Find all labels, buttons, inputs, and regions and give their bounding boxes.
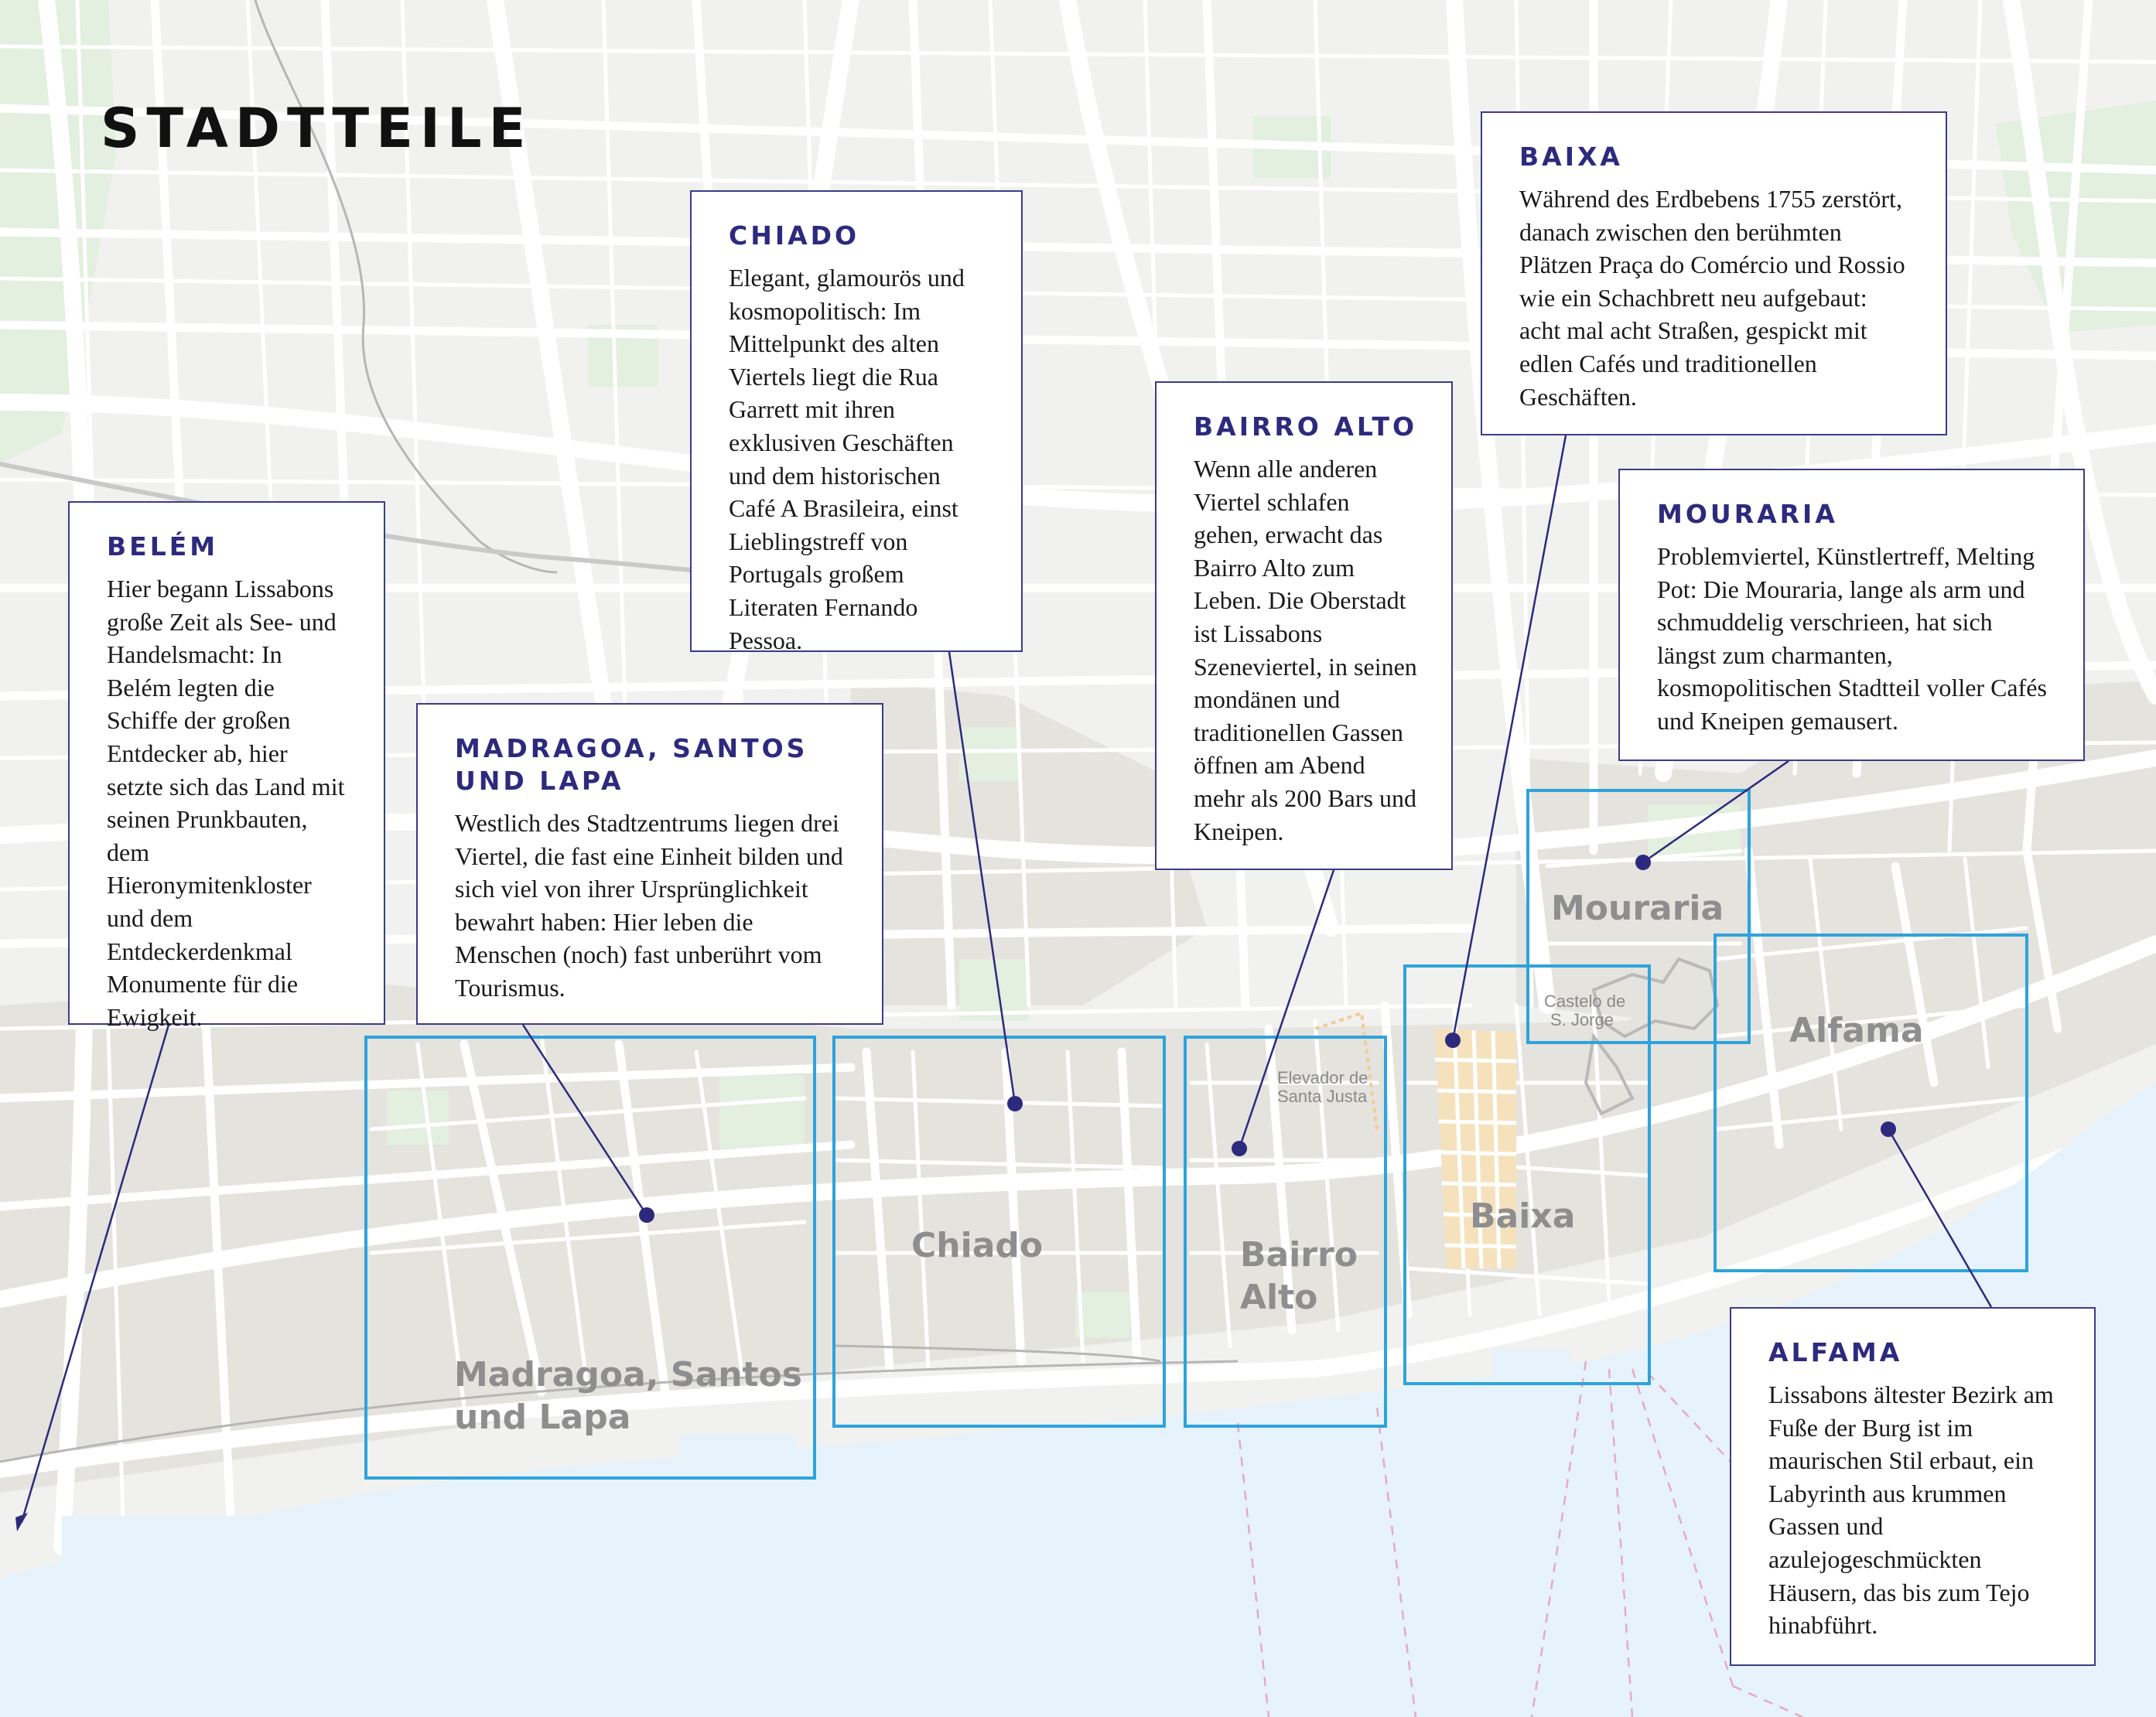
- info-text: Hier begann Lissabons große Zeit als See- und Handelsmacht: In Belém legten die Schiffe der großen Entdecker ab, hier setzte sich das Land mit seinen Prunkbauten, dem Hieronymitenkloster und dem Entdeckerdenkmal Monumente für die Ewigkeit.: [107, 575, 345, 1031]
- poi-label-elevador: Elevador de: [1277, 1068, 1368, 1087]
- info-box-bairro-alto: [1155, 381, 1453, 870]
- location-dot-chiado: [1007, 1096, 1023, 1111]
- info-box-belem: [68, 501, 385, 1031]
- poi-label-elevador: Santa Justa: [1277, 1087, 1368, 1106]
- map-label-madragoa: Madragoa, Santos: [454, 1355, 802, 1394]
- map-label-bairro-alto: Bairro: [1240, 1235, 1358, 1275]
- info-box-madragoa: [416, 703, 883, 1025]
- dock-basin: [681, 1435, 797, 1477]
- location-dot-bairro-alto: [1232, 1141, 1247, 1156]
- location-dot-alfama: [1881, 1121, 1896, 1137]
- page-title: STADTTEILE: [101, 97, 533, 160]
- info-text: Wenn alle anderen Viertel schlafen gehen, erwacht das Bairro Alto zum Leben. Die Oberstadt ist Lissabons Szeneviertel, in seinen mondänen und traditionellen Gassen öffnen am Abend mehr als 200 Bars und Kneipen.: [1194, 455, 1417, 845]
- map-label-alfama: Alfama: [1789, 1011, 1924, 1050]
- location-dot-mouraria: [1635, 855, 1651, 870]
- info-heading: BAIRRO ALTO: [1194, 411, 1418, 442]
- map-label-bairro-alto: Alto: [1240, 1278, 1318, 1317]
- info-heading: MADRAGOA, SANTOS UND LAPA: [455, 733, 808, 796]
- info-text: Elegant, glamourös und kosmopolitisch: Im Mittelpunkt des alten Viertels liegt die Rua Garrett mit ihren exklusiven Geschäften und dem historischen Café A Brasileira, einst Lieblingstreff von Portugals großem Literaten Fernando Pessoa.: [729, 264, 965, 654]
- map-label-madragoa: und Lapa: [454, 1398, 631, 1437]
- location-dot-madragoa: [639, 1207, 654, 1223]
- location-dot-baixa: [1445, 1033, 1461, 1048]
- info-heading: MOURARIA: [1657, 499, 1838, 529]
- info-box-mouraria: [1618, 469, 2085, 761]
- info-heading: CHIADO: [729, 220, 860, 251]
- info-text: Lissabons ältester Bezirk am Fuße der Burg ist im maurischen Stil erbaut, ein Labyrinth aus krummen Gassen und azulejogeschmückten Häusern, das bis zum Tejo hinabführt.: [1768, 1381, 2054, 1640]
- map-label-chiado: Chiado: [911, 1226, 1044, 1265]
- info-heading: BELÉM: [107, 531, 219, 562]
- info-text: Problemviertel, Künstlertreff, Melting Pot: Die Mouraria, lange als arm und schmuddelig verschrieen, hat sich längst zum charmanten, kosmopolitischen Stadtteil voller Cafés und Kneipen gemausert.: [1657, 542, 2047, 735]
- info-box-alfama: [1730, 1307, 2096, 1666]
- info-text: Westlich des Stadtzentrums liegen drei Viertel, die fast eine Einheit bilden und sich viel von ihrer Ursprünglichkeit bewahrt haben: Hier leben die Menschen (noch) fast unberührt vom Tourismus.: [455, 809, 843, 1002]
- dock-basin: [62, 1516, 340, 1570]
- poi-label-castelo: Castelo de: [1544, 992, 1626, 1011]
- info-text: Während des Erdbebens 1755 zerstört, danach zwischen den berühmten Plätzen Praça do Comércio und Rossio wie ein Schachbrett neu aufgebaut: acht mal acht Straßen, gespickt mit edlen Cafés und traditionellen Geschäften.: [1519, 185, 1905, 411]
- info-heading: ALFAMA: [1768, 1337, 1903, 1367]
- info-box-baixa: [1481, 111, 1947, 435]
- info-box-chiado: [690, 190, 1023, 652]
- map-label-baixa: Baixa: [1470, 1196, 1576, 1236]
- dock-basin: [1493, 1350, 1570, 1381]
- map-label-mouraria: Mouraria: [1551, 889, 1724, 928]
- info-heading: BAIXA: [1519, 142, 1623, 172]
- poi-label-castelo: S. Jorge: [1550, 1010, 1614, 1029]
